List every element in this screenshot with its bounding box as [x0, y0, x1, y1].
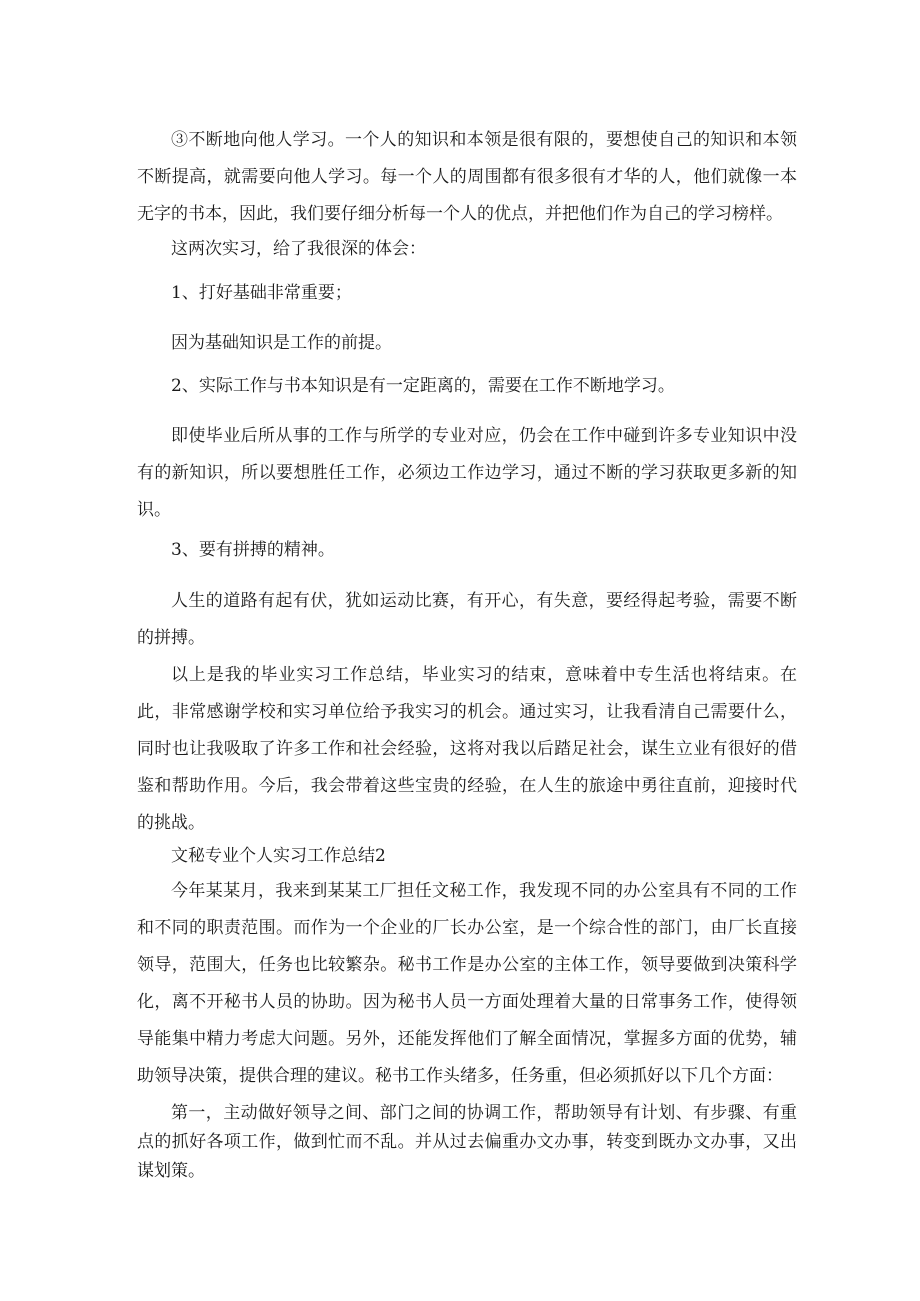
paragraph-point-2-detail: 即使毕业后所从事的工作与所学的专业对应，仍会在工作中碰到许多专业知识中没有的新知识，所以要想胜任工作，必须边工作边学习，通过不断的学习获取更多新的知识。	[137, 426, 797, 520]
paragraph-point-3: 3、要有拼搏的精神。	[171, 540, 335, 560]
paragraph-point-2: 2、实际工作与书本知识是有一定距离的，需要在工作不断地学习。	[171, 376, 675, 396]
paragraph-point-1-detail: 因为基础知识是工作的前提。	[171, 333, 392, 353]
paragraph-conclusion: 以上是我的毕业实习工作总结，毕业实习的结束，意味着中专生活也将结束。在此，非常感谢学校和实习单位给予我实习的机会。通过实习，让我看清自己需要什么，同时也让我吸取了许多工作和社会经验，这将对我以后踏足社会，谋生立业有很好的借鉴和帮助作用。今后，我会带着这些宝贵的经验，在人生的旅途中勇往直前，迎接时代的挑战。	[137, 665, 797, 833]
paragraph-point-1: 1、打好基础非常重要；	[171, 283, 352, 303]
paragraph-point-3-detail: 人生的道路有起有伏，犹如运动比赛，有开心，有失意，要经得起考验，需要不断的拼搏。	[137, 591, 797, 648]
paragraph-learn-from-others: ③不断地向他人学习。一个人的知识和本领是很有限的，要想使自己的知识和本领不断提高，就需要向他人学习。每一个人的周围都有很多很有才华的人，他们就像一本无字的书本，因此，我们要仔细分析每一个人的优点，并把他们作为自己的学习榜样。	[137, 130, 797, 224]
paragraph-experience-intro: 这两次实习，给了我很深的体会：	[171, 239, 426, 259]
paragraph-first-point: 第一，主动做好领导之间、部门之间的协调工作，帮助领导有计划、有步骤、有重点的抓好各项工作，做到忙而不乱。并从过去偏重办文办事，转变到既办文办事，又出谋划策。	[137, 1103, 797, 1181]
section-heading: 文秘专业个人实习工作总结2	[171, 846, 386, 866]
paragraph-secretary-intro: 今年某某月，我来到某某工厂担任文秘工作，我发现不同的办公室具有不同的工作和不同的职责范围。而作为一个企业的厂长办公室，是一个综合性的部门，由厂长直接领导，范围大，任务也比较繁杂。秘书工作是办公室的主体工作，领导要做到决策科学化，离不开秘书人员的协助。因为秘书人员一方面处理着大量的日常事务工作，使得领导能集中精力考虑大问题。另外，还能发挥他们了解全面情况，掌握多方面的优势，辅助领导决策，提供合理的建议。秘书工作头绪多，任务重，但必须抓好以下几个方面：	[137, 881, 797, 1086]
